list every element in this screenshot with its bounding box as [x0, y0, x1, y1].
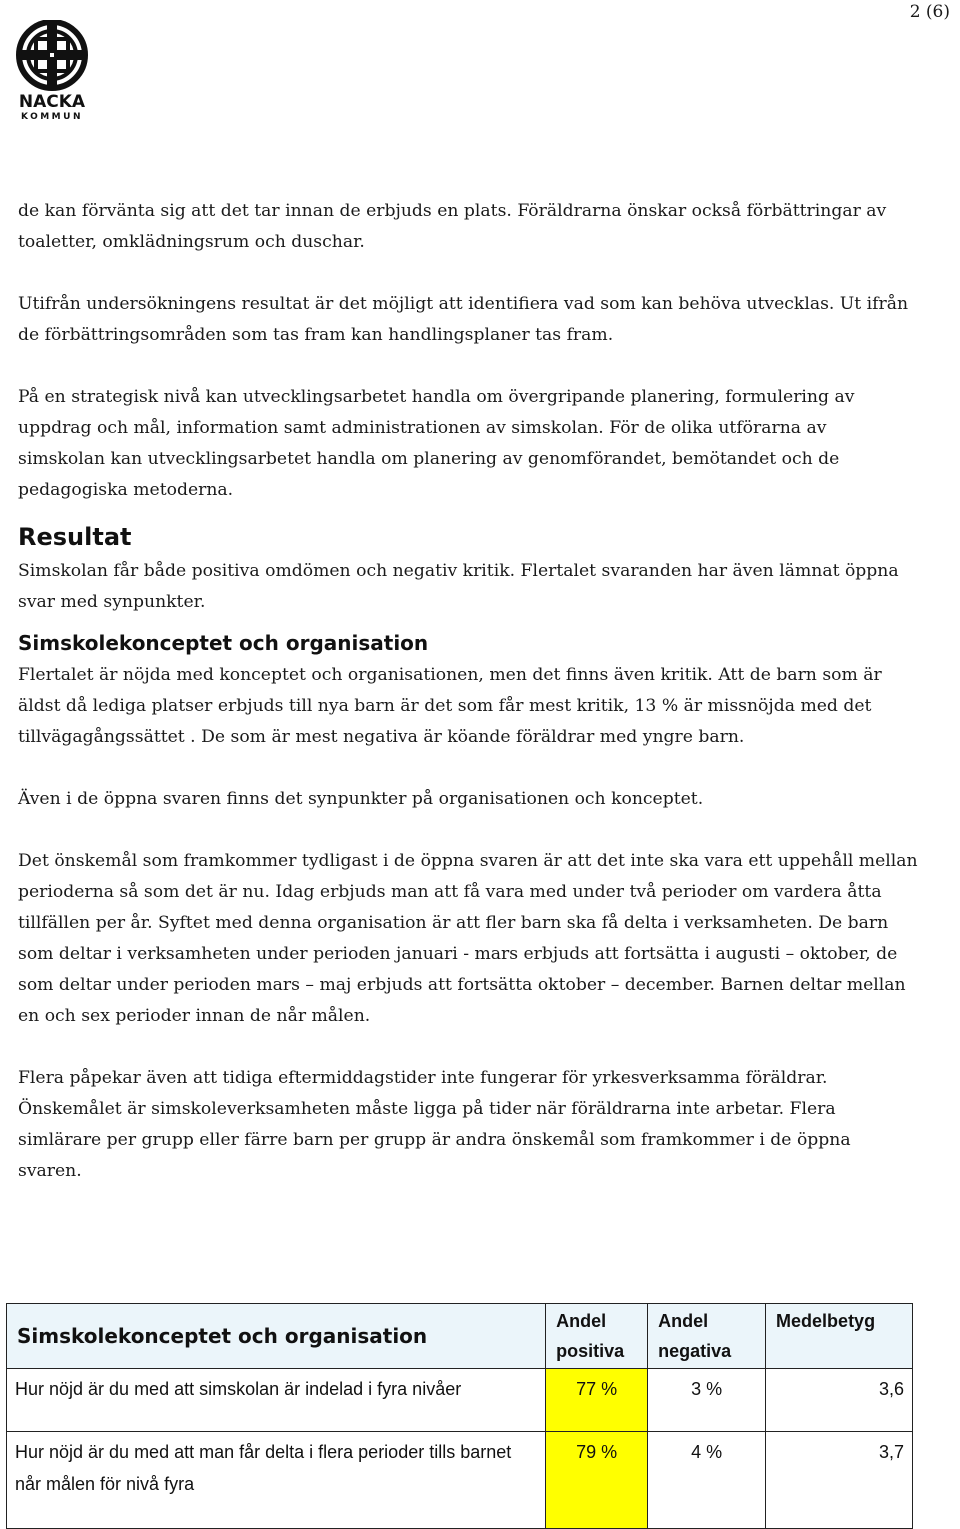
summary-table: [6, 1303, 913, 1529]
column-header-positive: Andel positiva: [546, 1304, 648, 1369]
paragraph: Flertalet är nöjda med konceptet och organisationen, men det finns även kritik. Att de barn som är äldst då lediga platser erbjuds till nya barn är det som får mest kritik, 13 % är missnöjda med det tillvägagångssättet . De som är mest negativa är köande föräldrar med yngre barn.: [18, 665, 882, 747]
row-negative: 4 %: [648, 1432, 766, 1529]
logo-subname: KOMMUN: [21, 112, 83, 122]
row-positive: 79 %: [546, 1432, 648, 1529]
column-header-negative: Andel negativa: [648, 1304, 766, 1369]
section-heading-resultat: Resultat: [18, 523, 132, 551]
row-average: 3,6: [766, 1369, 913, 1432]
row-question: Hur nöjd är du med att simskolan är indelad i fyra nivåer: [7, 1369, 546, 1432]
logo-name: NACKA: [18, 92, 86, 112]
paragraph: Det önskemål som framkommer tydligast i de öppna svaren är att det inte ska vara ett uppehåll mellan perioderna så som det är nu. Idag erbjuds man att få vara med under två perioder om vardera åtta tillfällen per år. Syftet med denna organisation är att fler barn ska få delta i verksamheten. De barn som deltar i verksamheten under perioden januari - mars erbjuds att fortsätta i augusti – oktober, de som deltar under perioden mars – maj erbjuds att fortsätta oktober – december. Barnen deltar mellan en och sex perioder innan de når målen.: [18, 851, 918, 1026]
document-body: [18, 196, 918, 1187]
column-header-average: Medelbetyg: [766, 1304, 913, 1369]
paragraph: Simskolan får både positiva omdömen och negativ kritik. Flertalet svaranden har även lämnat öppna svar med synpunkter.: [18, 561, 899, 612]
paragraph: Flera påpekar även att tidiga eftermiddagstider inte fungerar för yrkesverksamma föräldrar. Önskemålet är simskoleverksamheten måste ligga på tider när föräldrarna inte arbetar. Flera simlärare per grupp eller färre barn per grupp är andra önskemål som framkommer i de öppna svaren.: [18, 1068, 851, 1181]
paragraph: de kan förvänta sig att det tar innan de erbjuds en plats. Föräldrarna önskar också förbättringar av toaletter, omklädningsrum och duschar.: [18, 201, 887, 252]
table-row: [7, 1432, 913, 1529]
paragraph: Även i de öppna svaren finns det synpunkter på organisationen och konceptet.: [18, 789, 704, 809]
section-heading-konceptet: Simskolekonceptet och organisation: [18, 631, 429, 655]
row-negative: 3 %: [648, 1369, 766, 1432]
page-number: 2 (6): [909, 2, 950, 22]
nacka-kommun-logo: [14, 20, 90, 124]
row-positive: 77 %: [546, 1369, 648, 1432]
table-row: [7, 1369, 913, 1432]
row-question: Hur nöjd är du med att man får delta i flera perioder tills barnet når målen för nivå fyra: [7, 1432, 546, 1529]
paragraph: Utifrån undersökningens resultat är det möjligt att identifiera vad som kan behöva utvecklas. Ut ifrån de förbättringsområden som tas fram kan handlingsplaner tas fram.: [18, 294, 909, 345]
paragraph: På en strategisk nivå kan utvecklingsarbetet handla om övergripande planering, formulering av uppdrag och mål, information samt administrationen av simskolan. För de olika utförarna av simskolan kan utvecklingsarbetet handla om planering av genomförandet, bemötandet och de pedagogiska metoderna.: [18, 387, 855, 500]
logo-emblem-icon: [14, 20, 90, 92]
table-header-row: [7, 1304, 913, 1369]
table-title: Simskolekonceptet och organisation: [7, 1304, 546, 1369]
row-average: 3,7: [766, 1432, 913, 1529]
